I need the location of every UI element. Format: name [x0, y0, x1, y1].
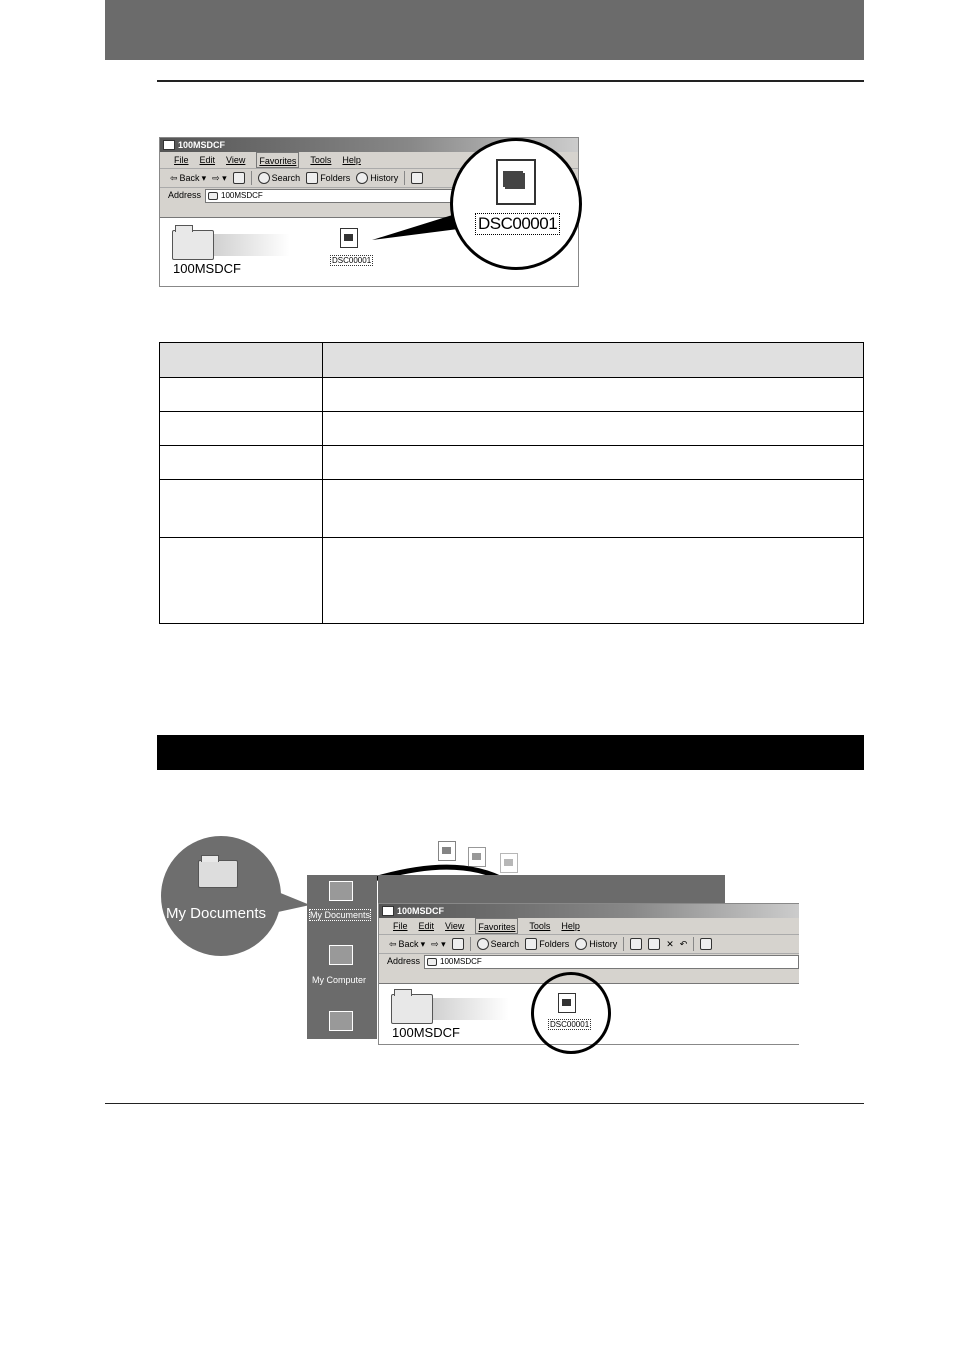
menu-tools[interactable]: Tools: [529, 921, 551, 931]
copy-to-icon[interactable]: [648, 938, 660, 950]
network-icon[interactable]: [329, 1011, 353, 1031]
back-button[interactable]: ⇦ Back ▾: [389, 935, 425, 953]
ghost-file-icon: [500, 853, 518, 873]
move-to-icon[interactable]: [630, 938, 642, 950]
table-cell: [160, 412, 323, 446]
window-title: 100MSDCF: [397, 906, 445, 916]
menu-favorites[interactable]: Favorites: [475, 918, 518, 934]
menu-file[interactable]: File: [393, 921, 408, 931]
table-cell: [160, 343, 323, 378]
back-button[interactable]: ⇦ Back ▾: [170, 169, 206, 187]
delete-icon[interactable]: ✕: [666, 939, 674, 949]
file-name-label[interactable]: DSC00001: [550, 1020, 590, 1029]
my-documents-label[interactable]: My Documents: [310, 910, 371, 920]
menu-favorites[interactable]: Favorites: [256, 152, 299, 168]
ghost-file-icon: [468, 847, 486, 867]
menu-help[interactable]: Help: [342, 155, 361, 165]
section-heading-band: [157, 735, 864, 770]
menu-help[interactable]: Help: [561, 921, 580, 931]
window-title: 100MSDCF: [178, 140, 226, 150]
menu-bar: [379, 918, 799, 935]
file-name-label[interactable]: DSC00001: [332, 256, 372, 265]
history-label: History: [589, 939, 618, 949]
table-cell: [323, 446, 864, 480]
search-button[interactable]: [477, 935, 520, 953]
back-arrow-icon: ⇦: [170, 173, 178, 183]
table-cell: [160, 538, 323, 624]
menu-view[interactable]: View: [226, 155, 246, 165]
forward-arrow-icon: ⇨ ▾: [431, 939, 446, 949]
address-value: 100MSDCF: [221, 191, 263, 200]
undo-icon[interactable]: ↶: [679, 939, 688, 949]
table-cell: [323, 412, 864, 446]
forward-arrow-icon: ⇨ ▾: [212, 173, 227, 183]
search-label: Search: [490, 939, 520, 949]
history-label: History: [370, 173, 399, 183]
address-label: Address: [168, 190, 202, 200]
folders-label: Folders: [320, 173, 351, 183]
search-icon: [477, 938, 489, 950]
table-row: [160, 480, 864, 538]
address-bar: [379, 954, 799, 969]
menu-edit[interactable]: Edit: [418, 921, 435, 931]
window-icon: [382, 906, 394, 916]
info-table: [159, 342, 864, 624]
table-row: [160, 378, 864, 412]
table-cell: [160, 480, 323, 538]
history-icon: [575, 938, 587, 950]
window-titlebar: [379, 904, 799, 918]
table-header-row: [160, 343, 864, 378]
folders-icon: [525, 938, 537, 950]
toolbar-separator: [470, 937, 471, 951]
back-arrow-icon: ⇦: [389, 939, 397, 949]
views-icon[interactable]: [700, 938, 712, 950]
table-cell: [160, 446, 323, 480]
my-documents-icon[interactable]: [329, 881, 353, 901]
history-button[interactable]: [575, 935, 617, 953]
my-computer-icon[interactable]: [329, 945, 353, 965]
address-field[interactable]: [424, 955, 799, 969]
table-cell: [323, 480, 864, 538]
search-label: Search: [271, 173, 301, 183]
background-window: [378, 875, 725, 903]
table-row: [160, 412, 864, 446]
menu-file[interactable]: File: [174, 155, 189, 165]
back-label: Back: [398, 939, 419, 949]
folders-label: Folders: [539, 939, 570, 949]
selected-file-circle: [531, 972, 611, 1054]
footer-rule: [105, 1103, 864, 1104]
magnified-file-name: DSC00001: [475, 213, 560, 235]
menu-edit[interactable]: Edit: [199, 155, 216, 165]
up-folder-icon[interactable]: [452, 938, 464, 950]
table-cell: [323, 538, 864, 624]
magnified-file-overlay: [496, 159, 532, 201]
folders-button[interactable]: [525, 935, 569, 953]
desktop-area: [307, 875, 377, 1039]
large-folder-icon: [391, 994, 433, 1024]
forward-button[interactable]: [431, 935, 446, 953]
menu-tools[interactable]: Tools: [310, 155, 332, 165]
my-computer-label[interactable]: My Computer: [312, 975, 367, 985]
folder-name-label: 100MSDCF: [173, 261, 241, 276]
toolbar: [379, 935, 799, 954]
my-documents-magnified-label: My Documents: [166, 905, 267, 922]
toolbar-separator: [693, 937, 694, 951]
menu-view[interactable]: View: [445, 921, 465, 931]
folder-name-label: 100MSDCF: [392, 1025, 460, 1040]
back-label: Back: [179, 173, 200, 183]
table-row: [160, 446, 864, 480]
ghost-file-icon: [438, 841, 456, 861]
table-cell: [160, 378, 323, 412]
image-file-icon[interactable]: [558, 993, 576, 1013]
address-label: Address: [387, 956, 421, 966]
table-cell: [323, 343, 864, 378]
magnifier-circle: [450, 138, 582, 270]
toolbar-separator: [623, 937, 624, 951]
table-row: [160, 538, 864, 624]
address-value: 100MSDCF: [440, 957, 482, 966]
folder-small-icon: [427, 958, 437, 966]
table-cell: [323, 378, 864, 412]
